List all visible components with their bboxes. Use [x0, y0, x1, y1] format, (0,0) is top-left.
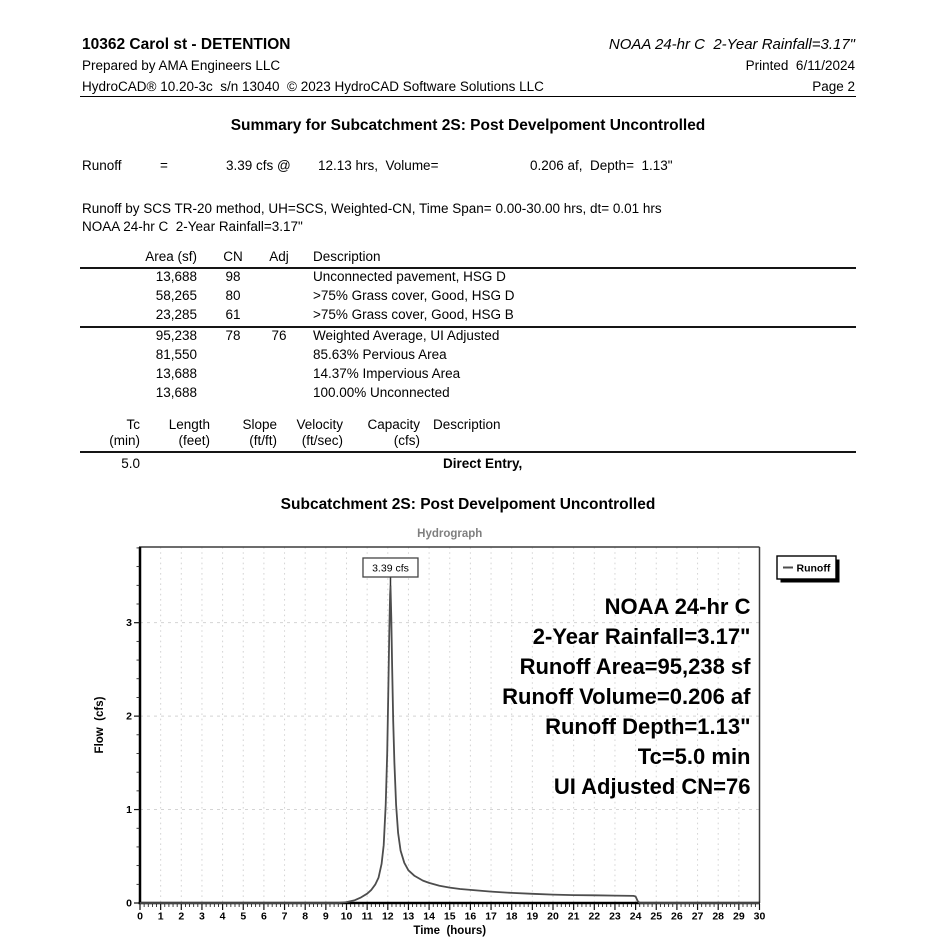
x-tick-label: 11: [361, 910, 373, 923]
method-line-1: Runoff by SCS TR-20 method, UH=SCS, Weighted-CN, Time Span= 0.00-30.00 hrs, dt= 0.01 hrs: [82, 201, 662, 216]
table-cell: 100.00% Unconnected: [313, 385, 450, 400]
annotation-line: UI Adjusted CN=76: [553, 774, 751, 799]
method-line-2: NOAA 24-hr C 2-Year Rainfall=3.17": [82, 219, 303, 234]
x-tick-label: 18: [505, 910, 518, 923]
area-cn-table: [80, 249, 856, 404]
table-row: [80, 366, 856, 385]
x-tick-label: 3: [199, 910, 205, 923]
tc-table-unit: (ft/ft): [249, 433, 277, 448]
x-tick-label: 27: [691, 910, 704, 923]
table-row: [80, 269, 856, 288]
x-tick-label: 29: [733, 910, 745, 923]
area-table-header-row: [80, 249, 856, 269]
tc-table-header: Tc: [126, 417, 140, 432]
table-cell: 76: [271, 328, 287, 343]
x-tick-label: 0: [137, 910, 143, 923]
software-version-line: HydroCAD® 10.20-3c s/n 13040 © 2023 HydroCAD Software Solutions LLC: [82, 79, 544, 94]
x-tick-label: 24: [629, 910, 642, 923]
x-tick-label: 20: [547, 910, 559, 923]
table-cell: 98: [225, 269, 241, 284]
x-tick-label: 17: [485, 910, 497, 923]
runoff-segment: Runoff: [82, 158, 122, 173]
x-tick-label: 30: [753, 910, 766, 923]
annotation-line: Runoff Area=95,238 sf: [519, 654, 751, 679]
tc-table-header: Description: [433, 417, 501, 432]
storm-event-label: NOAA 24-hr C 2-Year Rainfall=3.17": [608, 36, 855, 53]
x-tick-label: 7: [281, 910, 288, 923]
x-tick-label: 12: [381, 910, 394, 923]
tc-table-header: Length: [168, 417, 210, 432]
table-cell: 95,238: [155, 328, 197, 343]
table-cell: 81,550: [155, 347, 197, 362]
tc-description-cell: Direct Entry,: [443, 456, 523, 471]
chart-subtitle: Hydrograph: [417, 528, 483, 540]
tc-table-unit: (feet): [178, 433, 210, 448]
summary-title: Summary for Subcatchment 2S: Post Develpoment Uncontrolled: [230, 117, 706, 134]
table-cell: Weighted Average, UI Adjusted: [313, 328, 500, 343]
tc-table-header: Velocity: [296, 417, 343, 432]
tc-table-unit: (cfs): [393, 433, 420, 448]
x-tick-label: 10: [340, 910, 353, 923]
x-tick-label: 6: [260, 910, 267, 923]
x-tick-label: 5: [240, 910, 247, 923]
table-row: [80, 385, 856, 404]
table-cell: 85.63% Pervious Area: [313, 347, 447, 362]
x-tick-label: 19: [526, 910, 539, 923]
tc-table-header-row: [80, 417, 856, 433]
x-tick-label: 8: [302, 910, 309, 923]
project-title: 10362 Carol st - DETENTION: [82, 36, 291, 53]
prepared-by: Prepared by AMA Engineers LLC: [82, 58, 281, 73]
table-cell: 5.0: [121, 456, 140, 471]
x-tick-label: 1: [157, 910, 164, 923]
runoff-segment: 0.206 af, Depth= 1.13": [530, 158, 673, 173]
tc-table-header: Slope: [242, 417, 277, 432]
table-cell: 13,688: [155, 385, 197, 400]
table-row: [80, 288, 856, 307]
tc-table-units-row: [80, 433, 856, 449]
printed-date: Printed 6/11/2024: [745, 58, 855, 73]
tc-table-unit: (ft/sec): [301, 433, 343, 448]
area-table-header: Area (sf): [145, 249, 197, 264]
x-tick-label: 22: [588, 910, 601, 923]
runoff-result-line: [0, 158, 936, 176]
table-row: [80, 347, 856, 366]
chart-title: Subcatchment 2S: Post Develpoment Uncontrolled: [280, 496, 656, 513]
peak-callout-text: 3.39 cfs: [372, 562, 409, 575]
table-cell: Unconnected pavement, HSG D: [313, 269, 506, 284]
y-tick-label: 3: [126, 617, 132, 630]
x-tick-label: 2: [178, 910, 185, 923]
table-cell: 78: [225, 328, 241, 343]
x-tick-label: 13: [402, 910, 415, 923]
x-tick-label: 9: [322, 910, 329, 923]
area-table-header: CN: [223, 249, 243, 264]
tc-table-header: Capacity: [367, 417, 420, 432]
x-tick-label: 23: [609, 910, 621, 923]
annotation-line: NOAA 24-hr C: [604, 594, 751, 619]
area-table-header: Description: [313, 249, 381, 264]
x-tick-label: 21: [567, 910, 580, 923]
table-cell: 23,285: [155, 307, 197, 322]
x-tick-label: 16: [464, 910, 477, 923]
runoff-segment: 12.13 hrs, Volume=: [318, 158, 439, 173]
page-number: Page 2: [812, 79, 855, 94]
table-row: [80, 328, 856, 347]
hydrograph-chart: [0, 520, 936, 952]
x-tick-label: 28: [712, 910, 725, 923]
x-tick-label: 26: [671, 910, 683, 923]
y-axis-title: Flow (cfs): [94, 696, 106, 754]
tc-table-divider: [80, 451, 856, 453]
header-rule: [80, 96, 856, 97]
runoff-segment: 3.39 cfs @: [226, 158, 291, 173]
tc-table-unit: (min): [109, 433, 140, 448]
table-cell: 58,265: [155, 288, 197, 303]
table-cell: 13,688: [155, 366, 197, 381]
x-tick-label: 25: [650, 910, 663, 923]
y-tick-label: 2: [126, 710, 132, 723]
x-tick-label: 4: [219, 910, 226, 923]
annotation-line: Tc=5.0 min: [637, 744, 751, 769]
table-cell: >75% Grass cover, Good, HSG D: [313, 288, 515, 303]
annotation-line: 2-Year Rainfall=3.17": [532, 624, 751, 649]
table-cell: 80: [225, 288, 241, 303]
annotation-line: Runoff Depth=1.13": [545, 714, 751, 739]
y-tick-label: 1: [126, 804, 132, 817]
x-tick-label: 14: [423, 910, 435, 923]
y-tick-label: 0: [126, 897, 132, 910]
table-cell: >75% Grass cover, Good, HSG B: [313, 307, 514, 322]
table-row: [80, 307, 856, 326]
runoff-segment: =: [160, 158, 168, 173]
table-cell: 14.37% Impervious Area: [313, 366, 461, 381]
x-axis-title: Time (hours): [413, 925, 487, 937]
table-cell: 61: [225, 307, 241, 322]
tc-table: [80, 417, 856, 475]
table-row: [80, 456, 856, 475]
annotation-line: Runoff Volume=0.206 af: [502, 684, 751, 709]
table-cell: 13,688: [155, 269, 197, 284]
area-table-header: Adj: [269, 249, 289, 264]
legend-label: Runoff: [796, 562, 831, 575]
x-tick-label: 15: [443, 910, 456, 923]
